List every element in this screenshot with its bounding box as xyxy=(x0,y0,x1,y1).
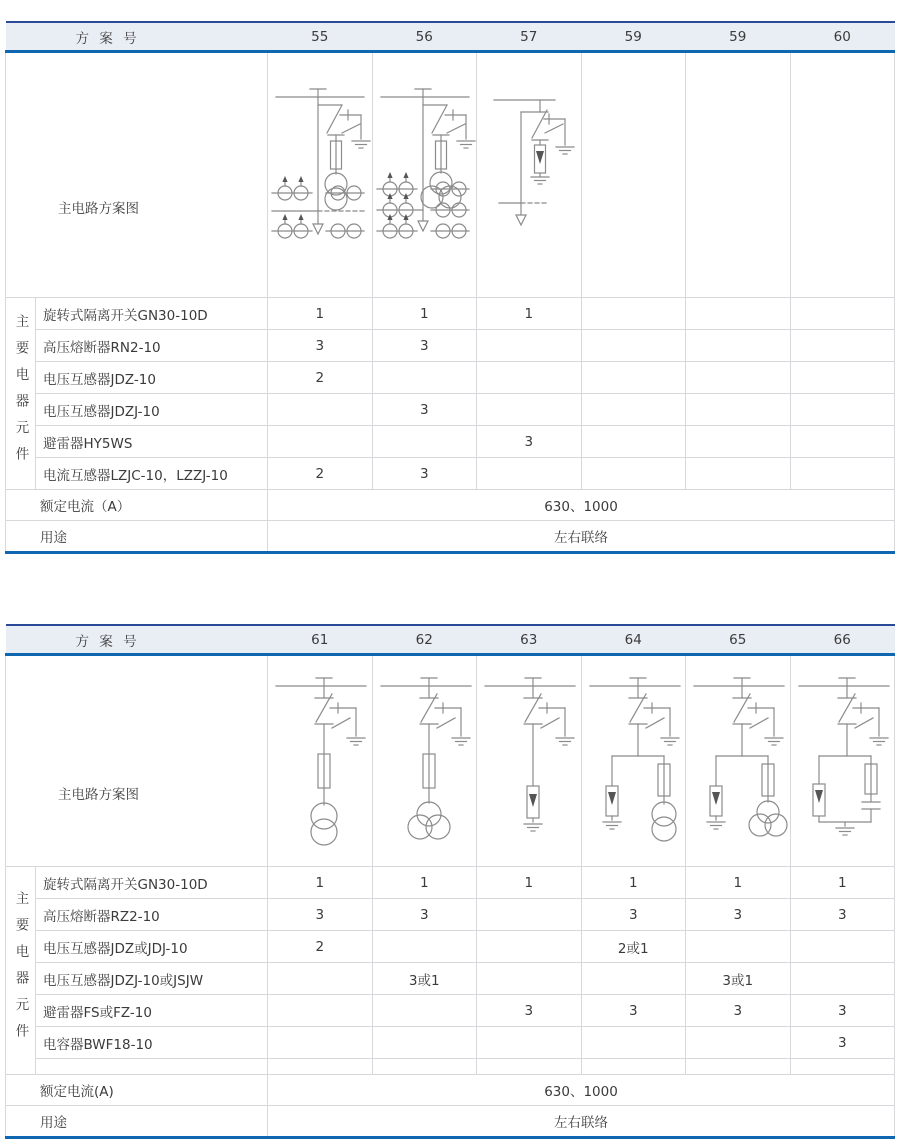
main-components-group-label: 主要电器元件 xyxy=(6,867,36,1075)
component-qty xyxy=(477,394,582,426)
component-qty: 1 xyxy=(268,298,373,330)
spacer-cell xyxy=(686,1059,791,1075)
circuit-diagram-66 xyxy=(790,655,895,867)
component-qty xyxy=(477,1027,582,1059)
component-qty: 2 xyxy=(268,931,373,963)
component-qty xyxy=(686,1027,791,1059)
component-qty xyxy=(581,394,686,426)
rated-current-value: 630、1000 xyxy=(268,1075,895,1106)
component-qty: 1 xyxy=(268,867,373,899)
component-qty xyxy=(686,426,791,458)
component-name: 避雷器FS或FZ-10 xyxy=(36,995,268,1027)
component-name: 旋转式隔离开关GN30-10D xyxy=(36,298,268,330)
component-qty: 3 xyxy=(686,899,791,931)
usage-label: 用途 xyxy=(6,521,268,553)
spacer-cell xyxy=(477,1059,582,1075)
spacer-row xyxy=(6,1059,895,1075)
component-qty xyxy=(477,931,582,963)
scheme-number: 62 xyxy=(372,625,477,655)
schemes-table xyxy=(5,21,895,554)
spacer-cell xyxy=(36,1059,268,1075)
usage-row xyxy=(6,521,895,553)
component-name: 电容器BWF18-10 xyxy=(36,1027,268,1059)
component-qty xyxy=(686,330,791,362)
component-qty xyxy=(790,931,895,963)
component-qty xyxy=(372,931,477,963)
scheme-number-header-label: 方 案 号 xyxy=(6,22,268,52)
component-qty: 1 xyxy=(372,298,477,330)
circuit-diagram-56 xyxy=(372,52,477,298)
component-row xyxy=(6,995,895,1027)
component-row xyxy=(6,298,895,330)
main-circuit-diagram-label: 主电路方案图 xyxy=(6,655,268,867)
component-qty: 2 xyxy=(268,362,373,394)
component-row xyxy=(6,931,895,963)
component-qty xyxy=(372,1027,477,1059)
component-name: 电流互感器LZJC-10，LZZJ-10 xyxy=(36,458,268,490)
scheme-number: 60 xyxy=(790,22,895,52)
circuit-diagram-61 xyxy=(268,655,373,867)
usage-row xyxy=(6,1106,895,1138)
component-qty xyxy=(372,995,477,1027)
component-row xyxy=(6,899,895,931)
spacer-cell xyxy=(268,1059,373,1075)
rated-current-label: 额定电流（A） xyxy=(6,490,268,521)
component-qty: 1 xyxy=(790,867,895,899)
component-qty xyxy=(790,963,895,995)
circuit-diagram-62 xyxy=(372,655,477,867)
component-qty xyxy=(268,1027,373,1059)
scheme-number: 57 xyxy=(477,22,582,52)
scheme-number: 59 xyxy=(686,22,791,52)
diagram-row xyxy=(6,655,895,867)
component-qty xyxy=(790,362,895,394)
component-qty: 1 xyxy=(477,867,582,899)
component-qty: 1 xyxy=(581,867,686,899)
component-qty: 3 xyxy=(268,330,373,362)
component-row xyxy=(6,867,895,899)
rated-current-label: 额定电流(A) xyxy=(6,1075,268,1106)
component-qty: 3 xyxy=(581,899,686,931)
component-qty xyxy=(268,963,373,995)
component-qty xyxy=(686,931,791,963)
component-row xyxy=(6,330,895,362)
component-qty xyxy=(790,330,895,362)
component-qty: 3 xyxy=(477,995,582,1027)
component-qty xyxy=(268,995,373,1027)
circuit-diagram-65 xyxy=(686,655,791,867)
main-circuit-diagram-label: 主电路方案图 xyxy=(6,52,268,298)
component-qty: 3 xyxy=(268,899,373,931)
component-row xyxy=(6,963,895,995)
scheme-number: 61 xyxy=(268,625,373,655)
component-qty: 3 xyxy=(790,1027,895,1059)
rated-current-value: 630、1000 xyxy=(268,490,895,521)
component-qty xyxy=(477,330,582,362)
scheme-number: 59 xyxy=(581,22,686,52)
scheme-table-2 xyxy=(5,624,895,1139)
scheme-number-header-label: 方 案 号 xyxy=(6,625,268,655)
circuit-diagram-empty xyxy=(581,52,686,298)
circuit-diagram-empty xyxy=(686,52,791,298)
component-qty xyxy=(372,362,477,394)
scheme-table-1 xyxy=(5,21,895,554)
circuit-diagram-64 xyxy=(581,655,686,867)
scheme-number: 55 xyxy=(268,22,373,52)
component-qty: 3 xyxy=(372,458,477,490)
component-qty xyxy=(268,426,373,458)
usage-value: 左右联络 xyxy=(268,1106,895,1138)
component-qty xyxy=(686,298,791,330)
spacer-cell xyxy=(581,1059,686,1075)
scheme-number: 63 xyxy=(477,625,582,655)
component-qty: 3 xyxy=(477,426,582,458)
component-row xyxy=(6,1027,895,1059)
component-name: 避雷器HY5WS xyxy=(36,426,268,458)
circuit-diagram-63 xyxy=(477,655,582,867)
component-qty xyxy=(581,1027,686,1059)
component-name: 旋转式隔离开关GN30-10D xyxy=(36,867,268,899)
rated-current-row xyxy=(6,1075,895,1106)
component-qty: 1 xyxy=(372,867,477,899)
scheme-number: 56 xyxy=(372,22,477,52)
component-qty xyxy=(790,426,895,458)
component-row xyxy=(6,394,895,426)
component-qty xyxy=(477,362,582,394)
scheme-number: 66 xyxy=(790,625,895,655)
rated-current-row xyxy=(6,490,895,521)
component-qty: 3 xyxy=(581,995,686,1027)
component-name: 电压互感器JDZJ-10或JSJW xyxy=(36,963,268,995)
component-qty xyxy=(581,298,686,330)
component-row xyxy=(6,458,895,490)
component-name: 高压熔断器RZ2-10 xyxy=(36,899,268,931)
component-qty xyxy=(581,458,686,490)
component-qty xyxy=(686,394,791,426)
component-qty xyxy=(790,458,895,490)
component-qty: 3或1 xyxy=(686,963,791,995)
spacer-cell xyxy=(372,1059,477,1075)
component-qty: 2或1 xyxy=(581,931,686,963)
usage-value: 左右联络 xyxy=(268,521,895,553)
component-qty: 3或1 xyxy=(372,963,477,995)
component-name: 电压互感器JDZJ-10 xyxy=(36,394,268,426)
main-components-group-label: 主要电器元件 xyxy=(6,298,36,490)
component-qty: 3 xyxy=(790,899,895,931)
component-qty xyxy=(790,298,895,330)
component-qty xyxy=(686,458,791,490)
component-qty xyxy=(372,426,477,458)
component-qty: 3 xyxy=(372,394,477,426)
circuit-diagram-55 xyxy=(268,52,373,298)
component-qty: 1 xyxy=(686,867,791,899)
component-qty xyxy=(581,362,686,394)
scheme-number: 64 xyxy=(581,625,686,655)
component-qty: 3 xyxy=(790,995,895,1027)
header-row xyxy=(6,22,895,52)
usage-label: 用途 xyxy=(6,1106,268,1138)
component-qty xyxy=(581,963,686,995)
component-qty xyxy=(790,394,895,426)
component-name: 电压互感器JDZ-10 xyxy=(36,362,268,394)
component-qty xyxy=(581,330,686,362)
component-qty xyxy=(477,899,582,931)
component-qty: 1 xyxy=(477,298,582,330)
diagram-row xyxy=(6,52,895,298)
component-qty: 2 xyxy=(268,458,373,490)
component-qty xyxy=(581,426,686,458)
component-qty xyxy=(477,458,582,490)
component-row xyxy=(6,362,895,394)
spacer-cell xyxy=(790,1059,895,1075)
circuit-diagram-57 xyxy=(477,52,582,298)
schemes-table xyxy=(5,624,895,1139)
component-qty: 3 xyxy=(686,995,791,1027)
component-name: 电压互感器JDZ或JDJ-10 xyxy=(36,931,268,963)
header-row xyxy=(6,625,895,655)
component-qty xyxy=(268,394,373,426)
circuit-diagram-empty xyxy=(790,52,895,298)
component-name: 高压熔断器RN2-10 xyxy=(36,330,268,362)
component-qty xyxy=(686,362,791,394)
component-row xyxy=(6,426,895,458)
scheme-number: 65 xyxy=(686,625,791,655)
component-qty xyxy=(477,963,582,995)
component-qty: 3 xyxy=(372,899,477,931)
component-qty: 3 xyxy=(372,330,477,362)
